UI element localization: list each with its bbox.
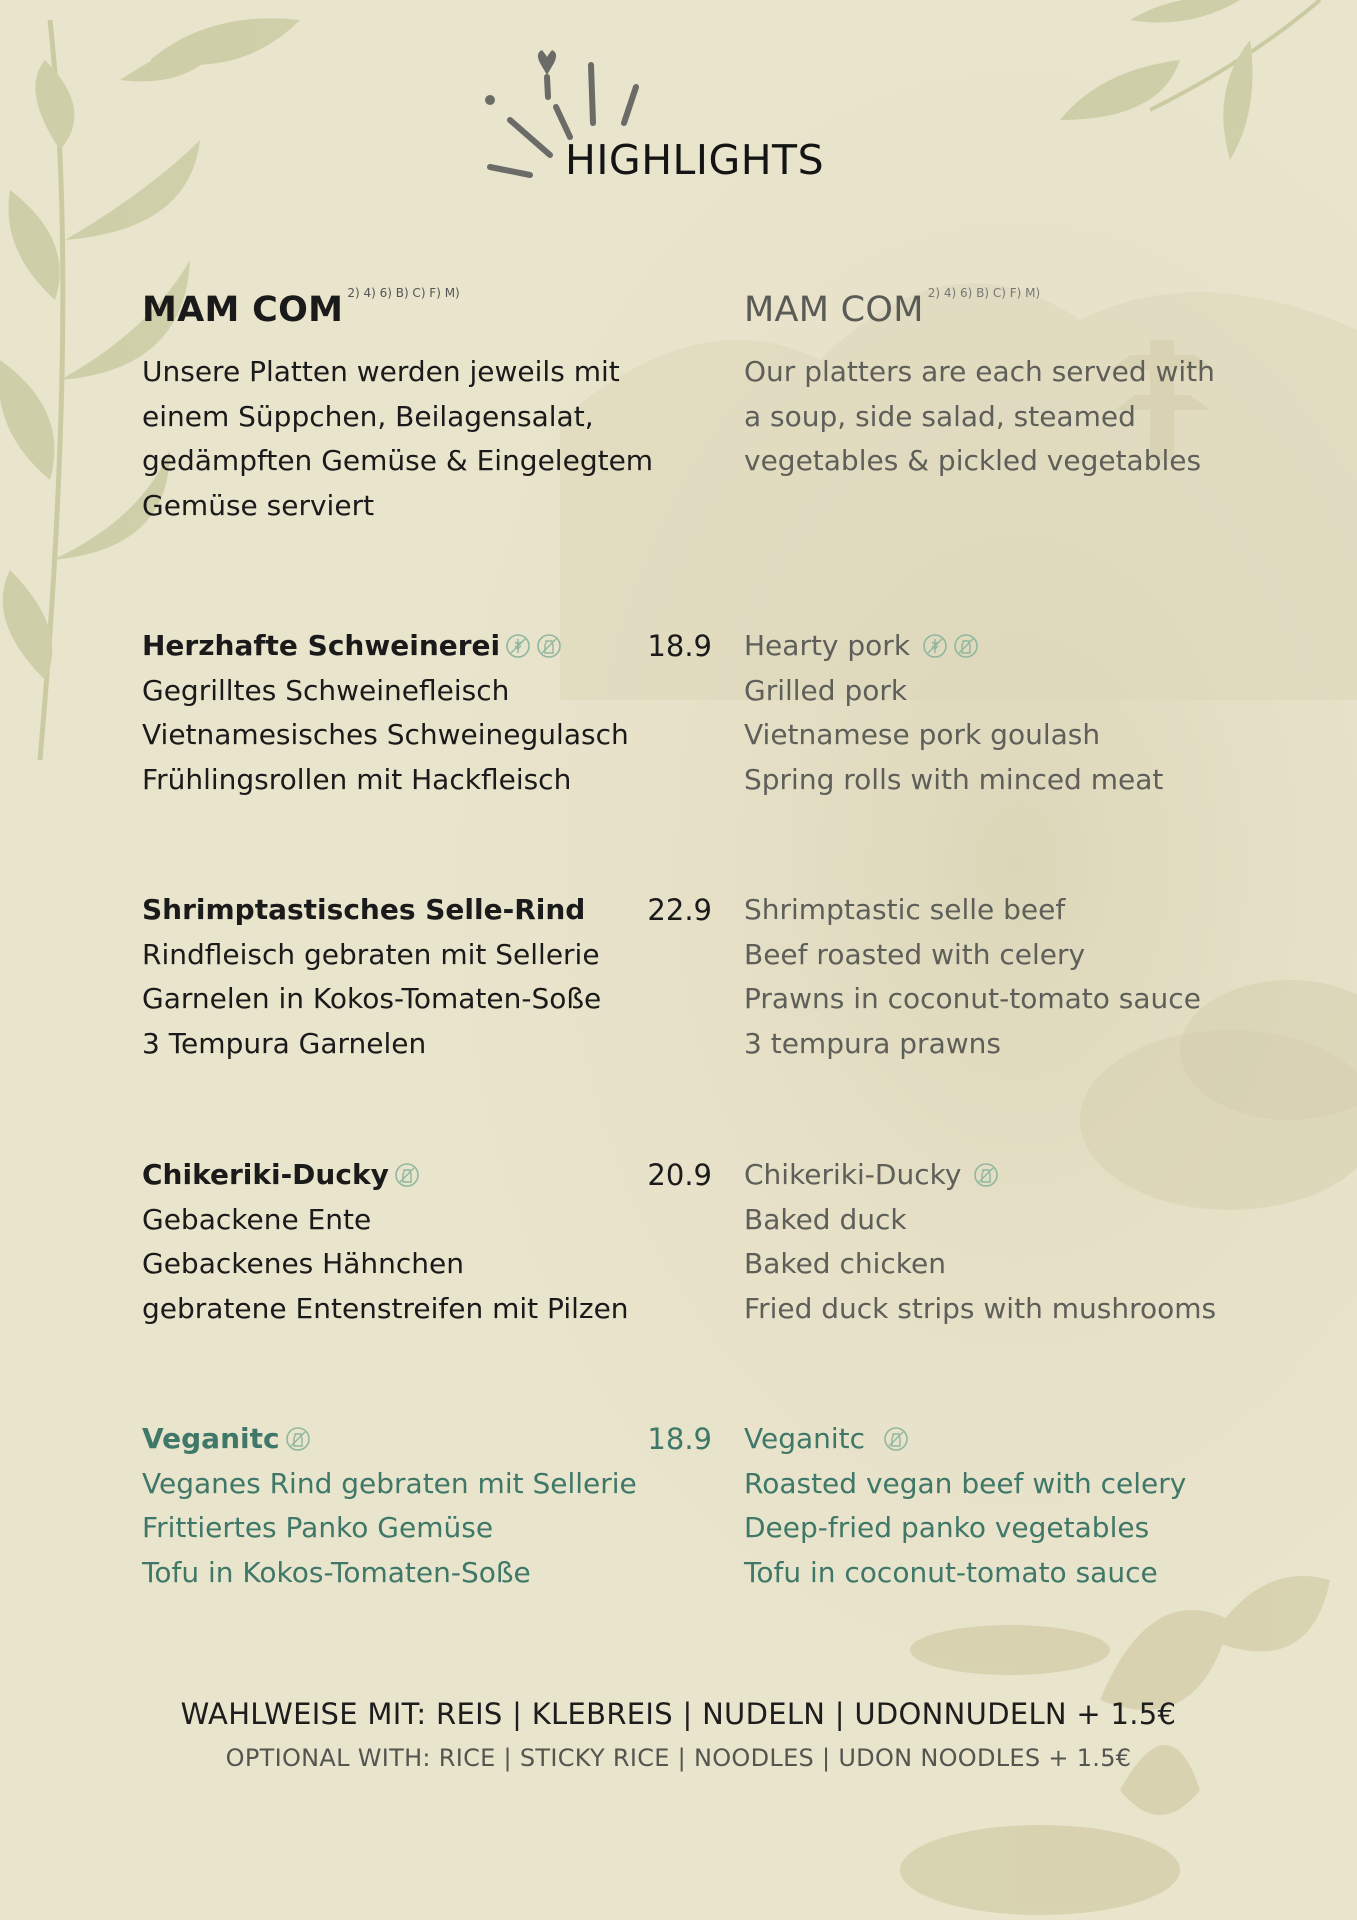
dish-line: Tofu in Kokos-Tomaten-Soße bbox=[142, 1555, 531, 1589]
intro-title-en: MAM COM bbox=[744, 290, 924, 330]
intro-line: vegetables & pickled vegetables bbox=[744, 444, 1202, 477]
intro-text-en bbox=[744, 350, 1304, 484]
lactose-free-icon bbox=[883, 1426, 909, 1452]
side-options-en: OPTIONAL WITH: RICE | STICKY RICE | NOODLES | UDON NOODLES + 1.5€ bbox=[225, 1744, 1132, 1772]
side-options-de: WAHLWEISE MIT: REIS | KLEBREIS | NUDELN | UDONNUDELN + 1.5€ bbox=[180, 1697, 1177, 1731]
dish-name-en: Shrimptastic selle beef bbox=[744, 893, 1066, 926]
dish-line: 3 Tempura Garnelen bbox=[142, 1026, 427, 1060]
dish-price: 18.9 bbox=[647, 1422, 712, 1456]
dish-price: 22.9 bbox=[647, 893, 712, 927]
dish-line: Rindfleisch gebraten mit Sellerie bbox=[142, 937, 600, 971]
dish-name-en: Chikeriki-Ducky bbox=[744, 1158, 962, 1191]
intro-title-de: MAM COM bbox=[142, 290, 344, 330]
dish-line: Baked duck bbox=[744, 1202, 907, 1236]
dish-line: gebratene Entenstreifen mit Pilzen bbox=[142, 1291, 629, 1325]
dish-de-vegan bbox=[142, 1417, 662, 1595]
intro-text-de bbox=[142, 350, 662, 528]
dish-line: Frittiertes Panko Gemüse bbox=[142, 1511, 494, 1544]
intro-line: Our platters are each served with bbox=[744, 355, 1215, 388]
dish-price: 18.9 bbox=[647, 629, 712, 663]
dish-line: Fried duck strips with mushrooms bbox=[744, 1291, 1217, 1325]
gluten-free-icon bbox=[922, 633, 948, 659]
dish-line: Veganes Rind gebraten mit Sellerie bbox=[142, 1466, 637, 1500]
dish-line: Gebackene Ente bbox=[142, 1202, 372, 1236]
dish-de bbox=[142, 888, 662, 1066]
dish-line: Grilled pork bbox=[744, 673, 908, 707]
dish-line: Baked chicken bbox=[744, 1247, 946, 1280]
dish-en-vegan bbox=[744, 1417, 1304, 1595]
intro-line: Gemüse serviert bbox=[142, 488, 375, 522]
intro-de bbox=[142, 286, 662, 528]
dish-en bbox=[744, 624, 1304, 802]
dish-line: 3 tempura prawns bbox=[744, 1026, 1001, 1060]
intro-line: einem Süppchen, Beilagensalat, bbox=[142, 399, 594, 433]
intro-line: a soup, side salad, steamed bbox=[744, 399, 1136, 433]
gluten-free-icon bbox=[505, 633, 531, 659]
dish-line: Gegrilltes Schweinefleisch bbox=[142, 673, 510, 707]
dish-line: Prawns in coconut-tomato sauce bbox=[744, 982, 1201, 1015]
intro-en bbox=[744, 286, 1304, 484]
lactose-free-icon bbox=[394, 1162, 420, 1188]
dish-line: Vietnamesisches Schweinegulasch bbox=[142, 718, 629, 751]
allergen-codes-de: 2) 4) 6) B) C) F) M) bbox=[347, 286, 460, 300]
dish-name-de: Veganitc bbox=[142, 1422, 280, 1455]
dish-en bbox=[744, 1153, 1304, 1331]
dish-name-de: Shrimptastisches Selle-Rind bbox=[142, 893, 586, 926]
dish-line: Beef roasted with celery bbox=[744, 937, 1086, 971]
dish-line: Vietnamese pork goulash bbox=[744, 718, 1101, 751]
intro-line: gedämpften Gemüse & Eingelegtem bbox=[142, 444, 654, 477]
dish-en bbox=[744, 888, 1304, 1066]
intro-line: Unsere Platten werden jeweils mit bbox=[142, 355, 620, 388]
dish-name-en: Veganitc bbox=[744, 1422, 866, 1455]
lactose-free-icon bbox=[536, 633, 562, 659]
dish-line: Roasted vegan beef with celery bbox=[744, 1466, 1187, 1500]
dish-name-de: Chikeriki-Ducky bbox=[142, 1158, 389, 1191]
page-title: HIGHLIGHTS bbox=[565, 136, 825, 184]
dish-line: Deep-fried panko vegetables bbox=[744, 1511, 1150, 1544]
allergen-codes-en: 2) 4) 6) B) C) F) M) bbox=[927, 286, 1041, 300]
dish-de bbox=[142, 624, 662, 802]
dish-line: Frühlingsrollen mit Hackfleisch bbox=[142, 762, 572, 796]
dish-line: Tofu in coconut-tomato sauce bbox=[744, 1555, 1158, 1589]
dish-line: Garnelen in Kokos-Tomaten-Soße bbox=[142, 982, 602, 1015]
lactose-free-icon bbox=[953, 633, 979, 659]
dish-price: 20.9 bbox=[647, 1158, 712, 1192]
lactose-free-icon bbox=[285, 1426, 311, 1452]
dish-line: Spring rolls with minced meat bbox=[744, 762, 1164, 796]
dish-de bbox=[142, 1153, 662, 1331]
lactose-free-icon bbox=[973, 1162, 999, 1188]
dish-line: Gebackenes Hähnchen bbox=[142, 1247, 464, 1280]
dish-name-de: Herzhafte Schweinerei bbox=[142, 629, 501, 662]
dish-name-en: Hearty pork bbox=[744, 629, 911, 662]
